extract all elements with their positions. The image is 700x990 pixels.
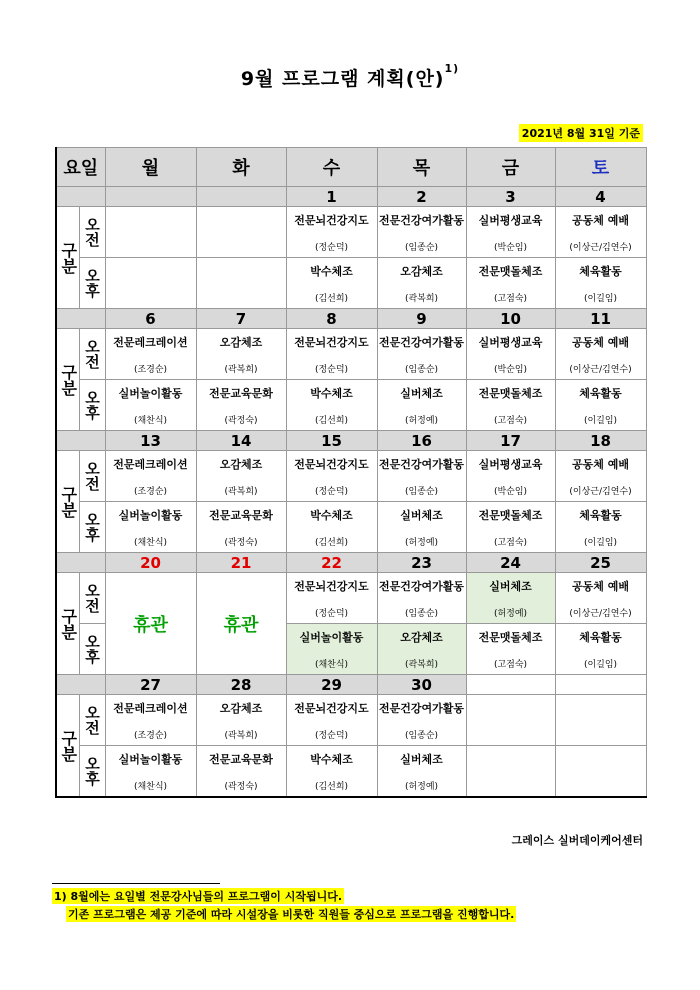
program-name: 실버체조	[400, 386, 443, 400]
center-name: 그레이스 실버데이케어센터	[511, 834, 643, 847]
program-name: 전문맷돌체조	[478, 264, 543, 278]
program-name: 전문건강여가활동	[378, 213, 464, 227]
program-cell	[555, 258, 646, 309]
group-label: 구분	[56, 573, 79, 675]
program-cell	[555, 207, 646, 258]
program-name: 박수체조	[310, 508, 353, 522]
instructor-name: (임종순)	[404, 364, 439, 375]
instructor-name: (이상근/김연수)	[569, 486, 632, 497]
program-cell	[466, 624, 555, 675]
instructor-name: (이길임)	[583, 293, 618, 304]
schedule-table	[55, 147, 647, 798]
program-cell	[377, 207, 466, 258]
program-name: 전문레크레이션	[113, 335, 188, 349]
date-cell: 3	[466, 187, 555, 207]
program-name: 전문교육문화	[209, 508, 273, 522]
instructor-name: (이길임)	[583, 659, 618, 670]
date-cell	[466, 675, 555, 695]
am-label: 오전	[79, 451, 105, 502]
date-row	[56, 675, 646, 695]
program-cell	[377, 380, 466, 431]
date-row-blank	[56, 675, 105, 695]
program-name: 전문건강여가활동	[378, 457, 464, 471]
program-name: 전문맷돌체조	[478, 386, 543, 400]
program-cell	[105, 207, 196, 258]
instructor-name: (정순덕)	[314, 242, 349, 253]
am-row	[56, 573, 646, 624]
instructor-name: (허정예)	[404, 537, 439, 548]
program-name: 전문뇌건강지도	[294, 335, 369, 349]
instructor-name: (곽정숙)	[224, 415, 258, 426]
date-cell: 13	[105, 431, 196, 451]
program-cell	[105, 695, 196, 746]
program-cell	[286, 624, 377, 675]
program-name: 오감체조	[219, 457, 263, 471]
instructor-name: (임종순)	[404, 608, 439, 619]
footnote-divider	[52, 883, 220, 884]
instructor-name: (이길임)	[583, 415, 618, 426]
instructor-name: (임종순)	[404, 242, 439, 253]
instructor-name: (허정예)	[404, 781, 439, 792]
instructor-name: (곽정숙)	[224, 781, 258, 792]
program-cell	[466, 502, 555, 553]
program-cell	[555, 502, 646, 553]
program-name: 전문맷돌체조	[478, 508, 543, 522]
footnote-1: 1) 8월에는 요일별 전문강사님들의 프로그램이 시작됩니다.	[54, 890, 343, 903]
program-cell	[105, 502, 196, 553]
pm-row	[56, 258, 646, 309]
program-name: 박수체조	[310, 386, 353, 400]
program-name: 실버평생교육	[478, 335, 543, 349]
program-cell	[466, 207, 555, 258]
program-name: 전문건강여가활동	[378, 701, 464, 715]
date-cell: 20	[105, 553, 196, 573]
program-cell	[555, 451, 646, 502]
program-cell	[286, 695, 377, 746]
instructor-name: (곽복희)	[404, 293, 439, 304]
instructor-name: (조경순)	[133, 364, 168, 375]
instructor-name: (채찬식)	[133, 537, 168, 548]
program-cell	[466, 329, 555, 380]
date-row	[56, 309, 646, 329]
instructor-name: (정순덕)	[314, 608, 349, 619]
program-cell	[555, 624, 646, 675]
instructor-name: (곽복희)	[404, 659, 439, 670]
program-name: 체육활동	[579, 630, 622, 644]
program-cell	[286, 451, 377, 502]
program-cell	[105, 746, 196, 798]
program-name: 실버체조	[489, 579, 532, 593]
am-label: 오전	[79, 207, 105, 258]
instructor-name: (정순덕)	[314, 730, 349, 741]
program-cell	[196, 502, 286, 553]
instructor-name: (조경순)	[133, 730, 168, 741]
program-cell	[286, 258, 377, 309]
instructor-name: (채찬식)	[133, 781, 168, 792]
instructor-name: (이상근/김연수)	[569, 364, 632, 375]
instructor-name: (정순덕)	[314, 486, 349, 497]
program-name: 오감체조	[400, 264, 443, 278]
instructor-name: (곽복희)	[224, 364, 258, 375]
program-cell	[466, 451, 555, 502]
footnote-2: 기존 프로그램은 제공 기준에 따라 시설장을 비롯한 직원들 중심으로 프로그램을 진행합니다.	[68, 908, 515, 921]
pm-label: 오후	[79, 380, 105, 431]
instructor-name: (곽복희)	[224, 730, 258, 741]
program-name: 전문뇌건강지도	[294, 457, 369, 471]
program-cell	[286, 380, 377, 431]
instructor-name: (김선희)	[314, 781, 349, 792]
program-cell	[196, 451, 286, 502]
program-cell	[286, 329, 377, 380]
instructor-name: (정순덕)	[314, 364, 349, 375]
instructor-name: (곽복희)	[224, 486, 258, 497]
program-cell	[466, 573, 555, 624]
program-cell	[377, 746, 466, 798]
program-cell	[377, 329, 466, 380]
instructor-name: (채찬식)	[314, 659, 349, 670]
instructor-name: (김선희)	[314, 415, 349, 426]
basis-date: 2021년 8월 31일 기준	[519, 124, 643, 142]
date-cell	[196, 187, 286, 207]
date-cell: 10	[466, 309, 555, 329]
program-name: 공동체 예배	[572, 457, 629, 471]
program-cell	[286, 502, 377, 553]
program-name: 전문맷돌체조	[478, 630, 543, 644]
program-cell	[196, 258, 286, 309]
program-cell	[196, 329, 286, 380]
program-name: 실버놀이활동	[118, 752, 183, 766]
pm-row	[56, 746, 646, 798]
holiday-cell: 휴관	[196, 573, 286, 675]
instructor-name: (임종순)	[404, 730, 439, 741]
weekday-label: 요일	[56, 148, 105, 187]
date-row	[56, 431, 646, 451]
program-name: 전문건강여가활동	[378, 335, 464, 349]
instructor-name: (고점숙)	[493, 415, 528, 426]
date-cell: 18	[555, 431, 646, 451]
program-name: 체육활동	[579, 386, 622, 400]
date-cell: 14	[196, 431, 286, 451]
am-label: 오전	[79, 329, 105, 380]
program-cell	[555, 329, 646, 380]
date-row	[56, 187, 646, 207]
program-name: 전문레크레이션	[113, 701, 188, 715]
am-row	[56, 695, 646, 746]
program-name: 전문교육문화	[209, 386, 273, 400]
date-cell: 24	[466, 553, 555, 573]
program-name: 실버평생교육	[478, 213, 543, 227]
program-cell	[286, 207, 377, 258]
program-cell	[377, 695, 466, 746]
date-cell	[105, 187, 196, 207]
weekday-thu: 목	[377, 148, 466, 187]
date-row-blank	[56, 431, 105, 451]
date-cell: 1	[286, 187, 377, 207]
instructor-name: (박순임)	[493, 364, 528, 375]
date-cell: 4	[555, 187, 646, 207]
program-cell	[105, 380, 196, 431]
program-cell	[377, 624, 466, 675]
date-cell: 29	[286, 675, 377, 695]
instructor-name: (곽정숙)	[224, 537, 258, 548]
program-name: 전문뇌건강지도	[294, 579, 369, 593]
program-cell	[377, 451, 466, 502]
instructor-name: (허정예)	[404, 415, 439, 426]
weekday-header-row	[56, 148, 646, 187]
date-cell: 30	[377, 675, 466, 695]
program-name: 전문레크레이션	[113, 457, 188, 471]
date-cell: 25	[555, 553, 646, 573]
page-title: 9월 프로그램 계획(안)$^{1)}$	[240, 62, 460, 90]
program-name: 전문뇌건강지도	[294, 701, 369, 715]
program-name: 박수체조	[310, 264, 353, 278]
instructor-name: (고점숙)	[493, 537, 528, 548]
am-row	[56, 329, 646, 380]
weekday-wed: 수	[286, 148, 377, 187]
date-cell: 2	[377, 187, 466, 207]
date-row-blank	[56, 187, 105, 207]
program-cell	[377, 573, 466, 624]
instructor-name: (이길임)	[583, 537, 618, 548]
program-name: 공동체 예배	[572, 579, 629, 593]
pm-label: 오후	[79, 502, 105, 553]
program-name: 실버체조	[400, 752, 443, 766]
program-cell	[196, 380, 286, 431]
pm-row	[56, 380, 646, 431]
program-cell	[196, 746, 286, 798]
date-cell: 27	[105, 675, 196, 695]
date-cell: 22	[286, 553, 377, 573]
date-cell: 16	[377, 431, 466, 451]
date-row-blank	[56, 553, 105, 573]
program-cell	[196, 207, 286, 258]
program-cell	[555, 695, 646, 746]
program-name: 오감체조	[219, 701, 263, 715]
program-name: 공동체 예배	[572, 213, 629, 227]
program-name: 박수체조	[310, 752, 353, 766]
pm-label: 오후	[79, 258, 105, 309]
program-name: 공동체 예배	[572, 335, 629, 349]
am-row	[56, 451, 646, 502]
instructor-name: (박순임)	[493, 486, 528, 497]
program-name: 체육활동	[579, 264, 622, 278]
date-cell: 7	[196, 309, 286, 329]
program-name: 실버체조	[400, 508, 443, 522]
program-cell	[466, 380, 555, 431]
program-cell	[377, 502, 466, 553]
holiday-cell: 휴관	[105, 573, 196, 675]
date-row-blank	[56, 309, 105, 329]
program-cell	[466, 746, 555, 798]
program-cell	[105, 329, 196, 380]
instructor-name: (이상근/김연수)	[569, 608, 632, 619]
program-name: 실버평생교육	[478, 457, 543, 471]
pm-label: 오후	[79, 746, 105, 798]
weekday-fri: 금	[466, 148, 555, 187]
program-cell	[196, 695, 286, 746]
title-footnote-mark: 1)	[444, 62, 460, 75]
weekday-tue: 화	[196, 148, 286, 187]
program-name: 오감체조	[400, 630, 443, 644]
program-cell	[377, 258, 466, 309]
date-cell: 21	[196, 553, 286, 573]
am-label: 오전	[79, 573, 105, 624]
date-cell: 8	[286, 309, 377, 329]
am-label: 오전	[79, 695, 105, 746]
instructor-name: (박순임)	[493, 242, 528, 253]
program-name: 실버놀이활동	[299, 630, 364, 644]
program-name: 전문교육문화	[209, 752, 273, 766]
date-cell: 17	[466, 431, 555, 451]
program-name: 실버놀이활동	[118, 508, 183, 522]
instructor-name: (임종순)	[404, 486, 439, 497]
instructor-name: (허정예)	[493, 608, 528, 619]
group-label: 구분	[56, 451, 79, 553]
date-row	[56, 553, 646, 573]
instructor-name: (고점숙)	[493, 293, 528, 304]
group-label: 구분	[56, 207, 79, 309]
program-name: 오감체조	[219, 335, 263, 349]
date-cell: 9	[377, 309, 466, 329]
pm-label: 오후	[79, 624, 105, 675]
program-cell	[286, 573, 377, 624]
program-name: 실버놀이활동	[118, 386, 183, 400]
program-name: 전문뇌건강지도	[294, 213, 369, 227]
program-name: 체육활동	[579, 508, 622, 522]
weekday-mon: 월	[105, 148, 196, 187]
group-label: 구분	[56, 695, 79, 798]
program-cell	[105, 451, 196, 502]
program-name: 전문건강여가활동	[378, 579, 464, 593]
date-cell: 23	[377, 553, 466, 573]
program-cell	[555, 380, 646, 431]
date-cell: 11	[555, 309, 646, 329]
instructor-name: (채찬식)	[133, 415, 168, 426]
program-cell	[555, 746, 646, 798]
instructor-name: (김선희)	[314, 537, 349, 548]
program-cell	[105, 258, 196, 309]
date-cell: 15	[286, 431, 377, 451]
instructor-name: (조경순)	[133, 486, 168, 497]
weekday-sat: 토	[555, 148, 646, 187]
pm-row	[56, 502, 646, 553]
date-cell	[555, 675, 646, 695]
am-row	[56, 207, 646, 258]
program-cell	[286, 746, 377, 798]
program-cell	[466, 695, 555, 746]
group-label: 구분	[56, 329, 79, 431]
instructor-name: (이상근/김연수)	[569, 242, 632, 253]
date-cell: 28	[196, 675, 286, 695]
program-cell	[555, 573, 646, 624]
program-cell	[466, 258, 555, 309]
instructor-name: (김선희)	[314, 293, 349, 304]
date-cell: 6	[105, 309, 196, 329]
instructor-name: (고점숙)	[493, 659, 528, 670]
